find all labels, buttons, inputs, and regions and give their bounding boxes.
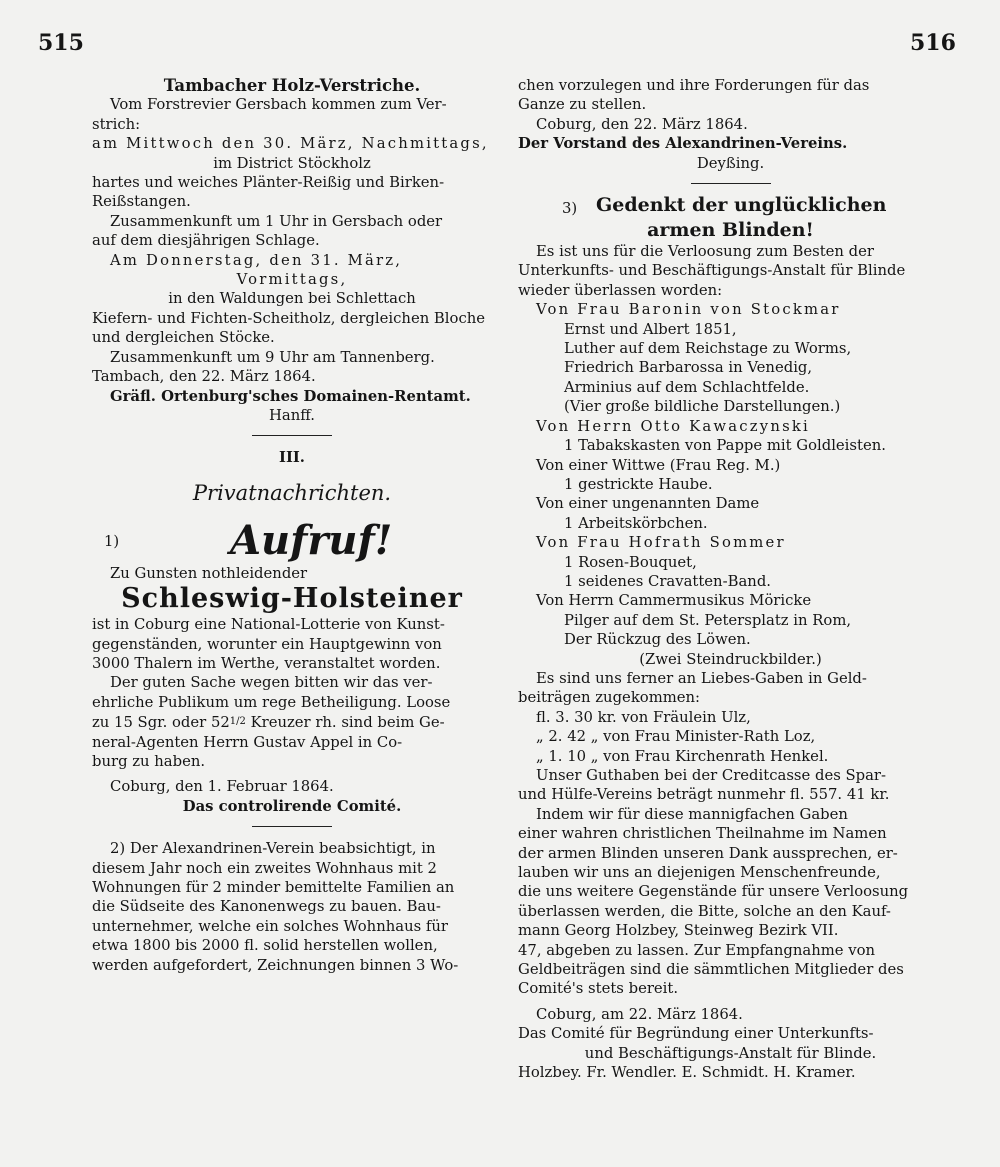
- donation-line: „ 2. 42 „ von Frau Minister-Rath Loz,: [536, 728, 816, 746]
- text-line: 47, abgeben zu lassen. Zur Empfangnahme von: [518, 941, 876, 959]
- text-line: burg zu haben.: [92, 752, 206, 770]
- text-line: etwa 1800 bis 2000 fl. solid herstellen wollen,: [92, 937, 438, 955]
- notice-title-line2: armen Blinden!: [647, 219, 814, 242]
- notice-title: Aufruf!: [230, 516, 393, 564]
- item-line: 1 seidenes Cravatten-Band.: [564, 572, 771, 590]
- item-line: 1 Rosen-Bouquet,: [564, 553, 697, 571]
- text-line: Es sind uns ferner an Liebes-Gaben in Geld-: [536, 669, 867, 687]
- text-line: die uns weitere Gegenstände für unsere Verloosung: [518, 883, 909, 901]
- text-line: überlassen werden, die Bitte, solche an den Kauf-: [518, 902, 891, 920]
- text-line: Indem wir für diese mannigfachen Gaben: [536, 805, 848, 823]
- text-line: einer wahren christlichen Theilnahme im Namen: [518, 825, 887, 843]
- notice-title: Gedenkt der unglücklichen: [596, 194, 887, 217]
- text-line: am Mittwoch den 30. März, Nachmittags,: [92, 135, 489, 153]
- notice-signature: Der Vorstand des Alexandrinen-Vereins.: [518, 135, 848, 153]
- text-line: Am Donnerstag, den 31. März,: [110, 251, 403, 269]
- text-line: Es ist uns für die Verloosung zum Besten der: [536, 243, 874, 261]
- text-line: ehrliche Publikum um rege Betheiligung. Loose: [92, 693, 451, 711]
- text-line: wieder überlassen worden:: [518, 281, 723, 299]
- notice-alexandrinen-continued: [518, 76, 943, 173]
- notice-signature: Das controlirende Comité.: [182, 797, 402, 815]
- text-line: Ganze zu stellen.: [518, 96, 647, 114]
- text-line: Vom Forstrevier Gersbach kommen zum Ver-: [110, 96, 447, 114]
- text-line: Comité's stets bereit.: [518, 980, 679, 998]
- text-line: neral-Agenten Herrn Gustav Appel in Co-: [92, 733, 403, 751]
- text-line: mann Georg Holzbey, Steinweg Bezirk VII.: [518, 922, 839, 940]
- text-line: diesem Jahr noch ein zweites Wohnhaus mit 2: [92, 859, 437, 877]
- text-line: lauben wir uns an diejenigen Menschenfreunde,: [518, 864, 881, 882]
- donor-line: Von Herrn Otto Kawaczynski: [536, 417, 810, 435]
- item-line: Friedrich Barbarossa in Venedig,: [564, 359, 813, 377]
- text-line: Zu Gunsten nothleidender: [110, 564, 308, 582]
- item-line: 1 Tabakskasten von Pappe mit Goldleisten.: [564, 437, 886, 455]
- page-number-left: 515: [38, 30, 84, 56]
- donation-line: fl. 3. 30 kr. von Fräulein Ulz,: [536, 708, 751, 726]
- section-number: III.: [279, 449, 305, 467]
- notice-title: Tambacher Holz-Verstriche.: [163, 76, 421, 95]
- text-line: 2) Der Alexandrinen-Verein beabsichtigt, in: [110, 840, 436, 858]
- donor-line: Von einer ungenannten Dame: [536, 495, 760, 513]
- donor-line: Von Herrn Cammermusikus Möricke: [536, 592, 812, 610]
- text-line: zu 15 Sgr. oder $52^{1/2}$ Kreuzer rh. sind beim Ge-: [92, 714, 445, 732]
- item-line: Arminius auf dem Schlachtfelde.: [564, 378, 810, 396]
- notice-signature: und Beschäftigungs-Anstalt für Blinde.: [584, 1044, 877, 1062]
- text-line: beiträgen zugekommen:: [518, 689, 701, 707]
- separator-rule: [691, 183, 771, 184]
- item-line: Luther auf dem Reichstage zu Worms,: [564, 340, 852, 358]
- text-line: Zusammenkunft um 1 Uhr in Gersbach oder: [110, 212, 443, 230]
- text-line: Kiefern- und Fichten-Scheitholz, dergleichen Bloche: [92, 309, 486, 327]
- notice-tambach-wood-sale: [92, 76, 492, 425]
- text-line: 3000 Thalern im Werthe, veranstaltet worden.: [92, 654, 441, 672]
- notice-blinden: [518, 196, 943, 1082]
- notice-date: Tambach, den 22. März 1864.: [92, 368, 316, 386]
- item-line: (Vier große bildliche Darstellungen.): [564, 398, 841, 416]
- text-line: die Südseite des Kanonenwegs zu bauen. Bau-: [92, 898, 441, 916]
- notice-number: 3): [562, 200, 578, 218]
- text-line: auf dem diesjährigen Schlage.: [92, 232, 320, 250]
- notice-signature-name: Deyßing.: [696, 154, 765, 172]
- text-line: Der guten Sache wegen bitten wir das ver-: [110, 674, 433, 692]
- notice-alexandrinen-verein: [92, 839, 492, 975]
- notice-date: Coburg, den 1. Februar 1864.: [110, 778, 334, 796]
- text-line: Reißstangen.: [92, 193, 191, 211]
- text-line: hartes und weiches Plänter-Reißig und Birken-: [92, 174, 445, 192]
- notice-number: 1): [104, 532, 120, 550]
- left-column: [92, 76, 492, 975]
- notice-signature: Das Comité für Begründung einer Unterkunfts-: [518, 1025, 874, 1043]
- text-line: Vormittags,: [236, 271, 348, 289]
- item-line: Der Rückzug des Löwen.: [564, 631, 751, 649]
- right-column: [518, 76, 943, 1083]
- text-line: und Hülfe-Vereins beträgt nunmehr fl. 557. 41 kr.: [518, 786, 890, 804]
- notice-signature-name: Hanff.: [269, 406, 315, 424]
- notice-signature-names: Holzbey. Fr. Wendler. E. Schmidt. H. Kramer.: [518, 1064, 856, 1082]
- text-line: im District Stöckholz: [213, 154, 371, 172]
- section-title: Privatnachrichten.: [192, 480, 392, 505]
- item-line: (Zwei Steindruckbilder.): [639, 650, 822, 668]
- donor-line: Von Frau Hofrath Sommer: [536, 534, 786, 552]
- text-line: in den Waldungen bei Schlettach: [168, 290, 416, 308]
- separator-rule: [252, 826, 332, 827]
- donor-line: Von Frau Baronin von Stockmar: [536, 301, 841, 319]
- separator-rule: [252, 435, 332, 436]
- page-number-right: 516: [910, 30, 956, 56]
- text-line: chen vorzulegen und ihre Forderungen für das: [518, 77, 870, 94]
- text-line: Wohnungen für 2 minder bemittelte Familien an: [92, 879, 455, 896]
- text-line: der armen Blinden unseren Dank aussprechen, er-: [518, 844, 898, 862]
- text-line: Zusammenkunft um 9 Uhr am Tannenberg.: [110, 348, 435, 366]
- notice-headline: Schleswig-Holsteiner: [121, 583, 463, 615]
- text-line: gegenständen, worunter ein Hauptgewinn von: [92, 635, 442, 653]
- text-line: werden aufgefordert, Zeichnungen binnen 3 Wo-: [92, 956, 459, 974]
- text-line: unternehmer, welche ein solches Wohnhaus für: [92, 917, 448, 935]
- notice-signature: Gräfl. Ortenburg'sches Domainen-Rentamt.: [110, 387, 471, 405]
- text-line: Unser Guthaben bei der Creditcasse des Spar-: [536, 767, 886, 784]
- donor-line: Von einer Wittwe (Frau Reg. M.): [536, 456, 781, 474]
- text-line: strich:: [92, 115, 141, 133]
- notice-aufruf: [92, 518, 492, 816]
- item-line: 1 Arbeitskörbchen.: [564, 514, 708, 532]
- item-line: Ernst und Albert 1851,: [564, 320, 737, 338]
- text-line: und dergleichen Stöcke.: [92, 329, 275, 347]
- donation-line: „ 1. 10 „ von Frau Kirchenrath Henkel.: [536, 747, 829, 765]
- text-line: ist in Coburg eine National-Lotterie von Kunst-: [92, 616, 445, 634]
- text-line: Unterkunfts- und Beschäftigungs-Anstalt für Blinde: [518, 262, 906, 280]
- notice-date: Coburg, den 22. März 1864.: [536, 115, 748, 133]
- text-line: Geldbeiträgen sind die sämmtlichen Mitglieder des: [518, 961, 904, 979]
- item-line: 1 gestrickte Haube.: [564, 475, 713, 493]
- notice-date: Coburg, am 22. März 1864.: [536, 1005, 743, 1023]
- item-line: Pilger auf dem St. Petersplatz in Rom,: [564, 611, 852, 629]
